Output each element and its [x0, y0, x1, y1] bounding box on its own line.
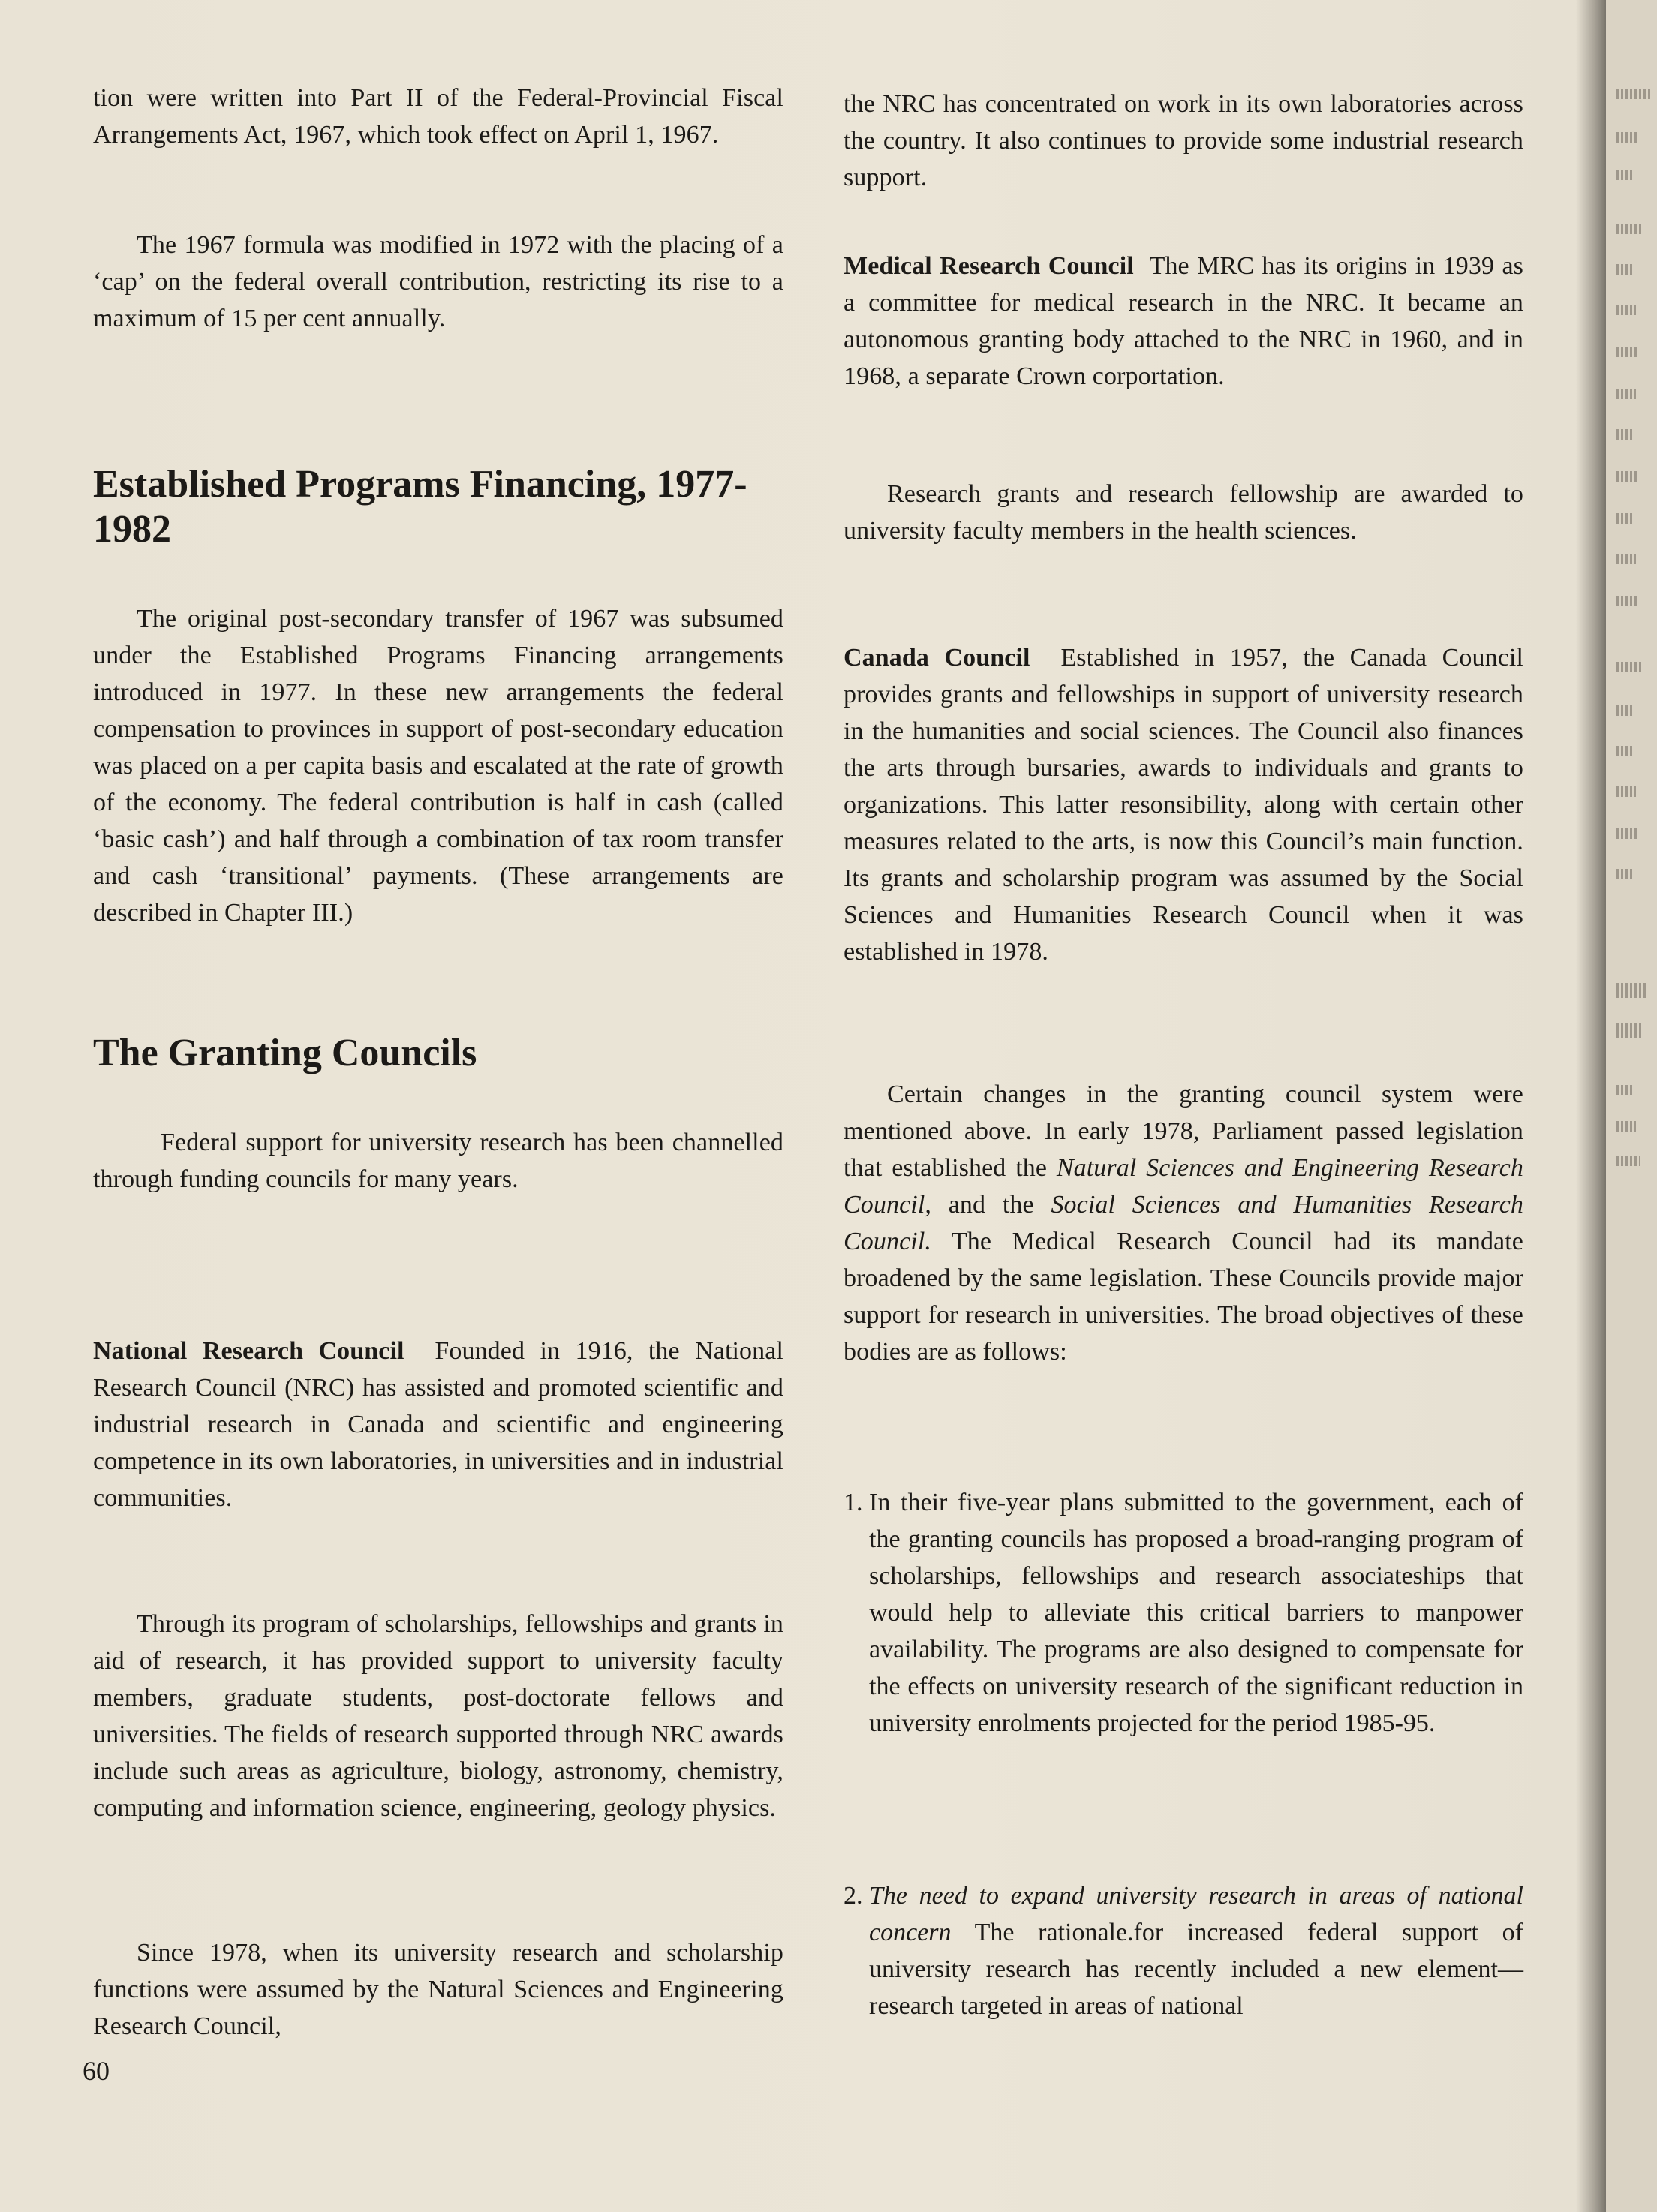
epf-paragraph: The original post-secondary transfer of 1967 was subsumed under the Established Programs Financing arrangements introduced in 1977. In these new arrangements the federal compensation to provinces in support of post-secondary education was placed on a per capita basis and escalated at the rate of growth of the economy. The federal contribution is half in cash (called ‘basic cash’) and half through a combination of tax room transfer and cash ‘transitional’ payments. (These arrangements are described in Chapter III.) — [93, 605, 783, 927]
canada-council-label: Canada Council — [844, 644, 1030, 672]
scholarships-paragraph: Through its program of scholarships, fellowships and grants in aid of research, it has provided support to university faculty members, graduate students, post-doctorate fellows and universities. The fields of research supported through NRC awards include such areas as agriculture, biology, astronomy, chemistry, computing and information science, engineering, geology physics. — [93, 1610, 783, 1822]
page-number: 60 — [83, 2056, 110, 2086]
changes-text-1: Certain changes in the granting council system were mentioned above. In early 1978, Parliament passed legislation that established the — [844, 1080, 1523, 1182]
councils-intro-paragraph: Federal support for university research has been channelled through funding councils for many years. — [93, 1129, 783, 1193]
adjacent-page-edge — [1606, 0, 1657, 2212]
mrc-text: The MRC has its origins in 1939 as a committee for medical research in the NRC. It became an autonomous granting body attached to the NRC in 1960, and in 1968, a separate Crown corportation. — [844, 252, 1523, 390]
nserc-name: Natural Sciences and Engineering Research Council, — [844, 1154, 1523, 1219]
canada-council-text: Established in 1957, the Canada Council provides grants and fellowships in support of university research in the humanities and social sciences. The Council also finances the arts through bursaries, awards to individuals and grants to organizations. This latter resonsibility, along with certain other measures related to the arts, is now this Council’s main function. Its grants and scholarship program was assumed by the Social Sciences and Humanities Research Council when it was established in 1978. — [844, 644, 1524, 966]
list-item-2 — [844, 1877, 1523, 2024]
list-number-1: 1. — [844, 1489, 863, 1516]
changes-paragraph — [844, 1076, 1523, 1370]
heading-established-programs: Established Programs Financing, 1977-1982 — [93, 463, 747, 551]
list-item-2-italic: The need to expand university research in areas of national concern — [869, 1882, 1523, 1946]
nrc-text: Founded in 1916, the National Research Council (NRC) has assisted and promoted scientific and industrial research in Canada and scientific and engineering competence in its own laboratories, in universities and in industrial communities. — [93, 1337, 783, 1512]
continuation-paragraph: tion were written into Part II of the Federal-Provincial Fiscal Arrangements Act, 1967, which took effect on April 1, 1967. — [93, 84, 783, 149]
research-grants-paragraph: Research grants and research fellowship are awarded to university faculty members in the health sciences. — [844, 480, 1523, 545]
cap-paragraph: The 1967 formula was modified in 1972 with the placing of a ‘cap’ on the federal overall contribution, restricting its rise to a maximum of 15 per cent annually. — [93, 231, 783, 332]
nrc-label: National Research Council — [93, 1337, 404, 1365]
list-number-2: 2. — [844, 1882, 863, 1910]
gutter-shadow — [1576, 0, 1606, 2212]
changes-and-the: and the — [948, 1191, 1034, 1219]
list-item-1-text: In their five-year plans submitted to the government, each of the granting councils has proposed a broad-ranging program of scholarships, fellowships and research associateships that would help to alleviate this critical barriers to manpower availability. The programs are also designed to compensate for the effects on university research of the significant reduction in university enrolments projected for the period 1985-95. — [869, 1489, 1523, 1737]
mrc-label: Medical Research Council — [844, 252, 1134, 280]
sshrc-name: Social Sciences and Humanities Research Council. — [844, 1191, 1523, 1255]
mrc-paragraph — [844, 248, 1523, 395]
since-1978-paragraph: Since 1978, when its university research and scholarship functions were assumed by the Natural Sciences and Engineering Research Council, — [93, 1939, 783, 2040]
changes-text-2: The Medical Research Council had its mandate broadened by the same legislation. These Councils provide major support for research in universities. The broad objectives of these bodies are as follows: — [844, 1228, 1523, 1366]
nrc-paragraph — [93, 1333, 783, 1516]
list-item-1 — [844, 1484, 1523, 1742]
nrc-continuation-paragraph: the NRC has concentrated on work in its own laboratories across the country. It also continues to provide some industrial research support. — [844, 90, 1523, 191]
heading-granting-councils: The Granting Councils — [93, 1032, 477, 1074]
list-item-2-text: The rationale.for increased federal support of university research has recently included a new element—research targeted in areas of national — [869, 1919, 1523, 2020]
canada-council-paragraph — [844, 639, 1523, 970]
